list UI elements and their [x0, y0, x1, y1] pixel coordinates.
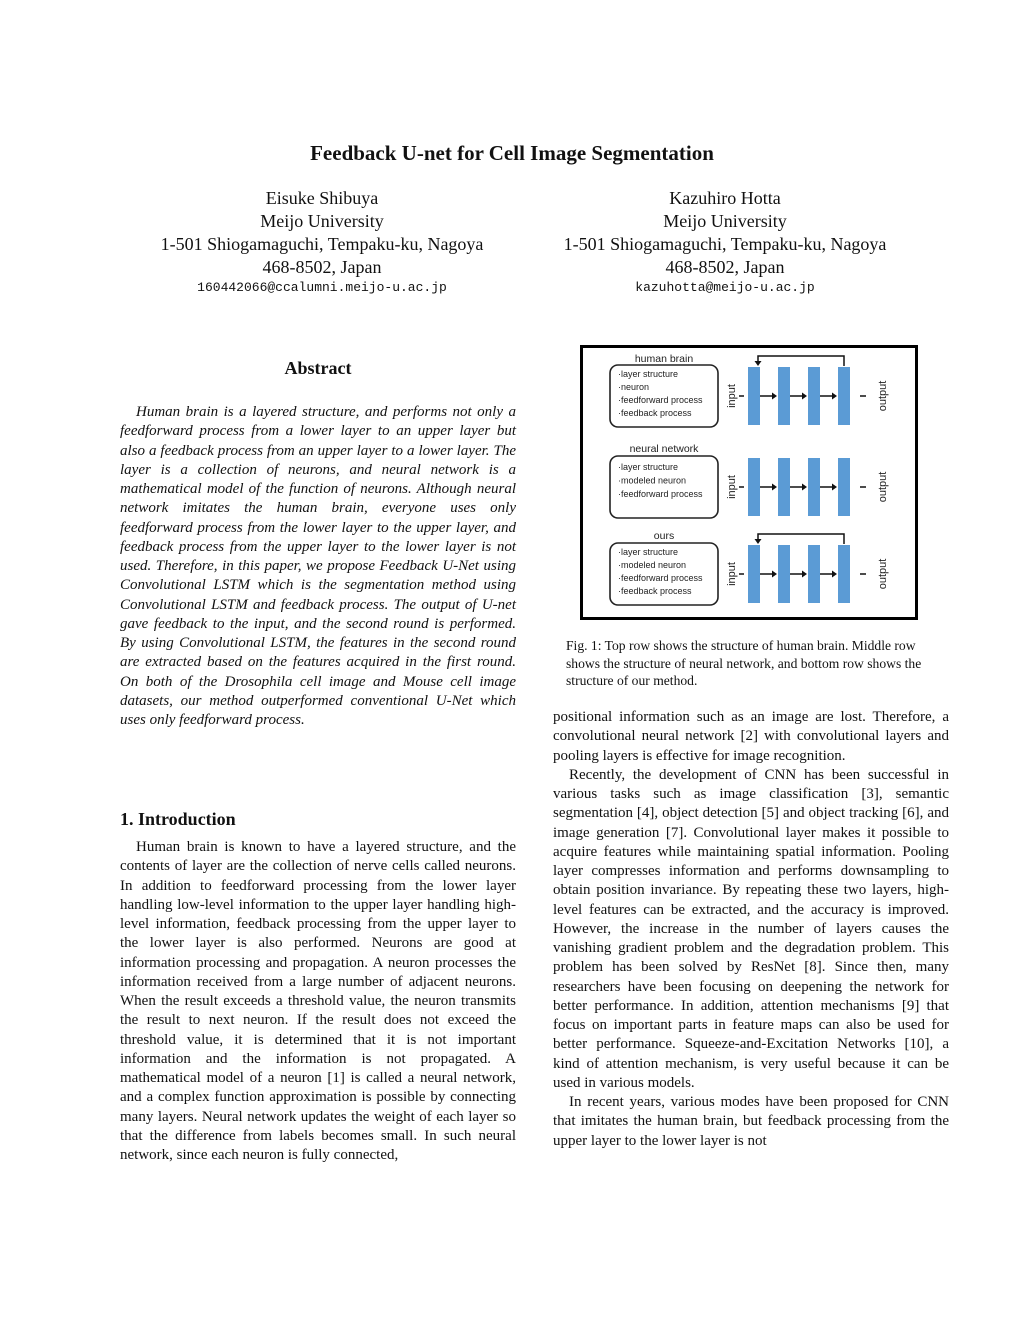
author-email: kazuhotta@meijo-u.ac.jp — [635, 280, 815, 295]
layer-bar — [778, 458, 790, 516]
layer-bar — [838, 545, 850, 603]
row-item: ·neuron — [618, 382, 650, 392]
input-label: input — [726, 475, 738, 499]
row-item: ·feedback process — [618, 586, 692, 596]
row-item: ·feedforward process — [618, 489, 703, 499]
row-item: ·modeled neuron — [618, 560, 687, 570]
abstract-heading: Abstract — [284, 358, 352, 378]
author-affiliation: Meijo University — [260, 211, 384, 231]
layer-bar — [808, 545, 820, 603]
row-item: ·layer structure — [618, 547, 679, 557]
row-item: ·layer structure — [618, 462, 679, 472]
paper-title: Feedback U-net for Cell Image Segmentation — [310, 141, 714, 165]
layer-bar — [808, 458, 820, 516]
author-postal: 468-8502, Japan — [262, 257, 382, 277]
author-block-1 — [122, 187, 522, 296]
layer-bar — [838, 458, 850, 516]
paragraph: Recently, the development of CNN has been successful in various tasks such as image classification [3], semantic segmentation [4], object detection [5] and object tracking [6], and image generation [7]. Convolutional layer makes it possible to acquire features while maintaining spatial information. Pooling layer compresses information and performs downsampling to obtain position invariance. By repeating these two layers, high-level features can be extracted, and the accuracy is improved. However, the increase in the number of layers causes the vanishing gradient problem and the degradation problem. This problem has been solved by ResNet [8]. Since then, many researchers have been focusing on deepening the network for better performance. In addition, attention mechanisms [9] that focus on important parts in feature maps can also be used for better performance. Squeeze-and-Excitation Networks [10], a kind of attention mechanism, is very useful because it can be used in various models. — [553, 766, 949, 1091]
input-label: input — [726, 384, 738, 408]
row-item: ·layer structure — [618, 369, 679, 379]
layer-bar — [778, 367, 790, 425]
row-item: ·modeled neuron — [618, 475, 687, 486]
abstract-text: Human brain is a layered structure, and performs not only a feedforward process from a lower layer to an upper layer but also a feedback process from an upper layer to a lower layer. The layer is a collection of neurons, and neural network is a mathematical model of the function of neurons. Although neural network imitates the human brain, everyone uses only feedforward process from the lower layer to the upper layer, and feedback process from the upper layer to the lower layer is not used. Therefore, in this paper, we propose Feedback U-Net using Convolutional LSTM which is the segmentation method using Convolutional LSTM and feedback process. The output of U-net gave feedback to the input, and the second round is performed. By using Convolutional LSTM, the features in the second round are extracted based on the features acquired in the first round. On both of the Drosophila cell image and Mouse cell image datasets, our method outperformed conventional U-Net which uses only feedforward process. — [120, 404, 516, 728]
layer-bar — [778, 545, 790, 603]
output-label: output — [877, 380, 889, 412]
introduction-heading: 1. Introduction — [120, 809, 236, 829]
layer-bar — [808, 367, 820, 425]
row-item: ·feedforward process — [618, 573, 703, 583]
figure-caption: Fig. 1: Top row shows the structure of human brain. Middle row shows the structure of neural network, and bottom row shows the structure of our method. — [566, 638, 922, 688]
output-label: output — [877, 558, 889, 590]
input-label: input — [726, 562, 738, 586]
row-item: ·feedback process — [618, 408, 692, 418]
layer-bar — [748, 458, 760, 516]
author-address: 1-501 Shiogamaguchi, Tempaku-ku, Nagoya — [160, 234, 484, 254]
output-label: output — [877, 471, 889, 503]
author-block-2 — [525, 187, 925, 296]
introduction-right-column — [553, 708, 949, 1151]
author-email: 160442066@ccalumni.meijo-u.ac.jp — [197, 280, 447, 295]
introduction-left-column — [120, 838, 516, 1165]
author-name: Eisuke Shibuya — [265, 188, 379, 208]
author-name: Kazuhiro Hotta — [669, 188, 781, 208]
author-affiliation: Meijo University — [663, 211, 787, 231]
author-address: 1-501 Shiogamaguchi, Tempaku-ku, Nagoya — [563, 234, 887, 254]
figure-1 — [580, 345, 918, 620]
layer-bar — [748, 545, 760, 603]
paragraph: positional information such as an image are lost. Therefore, a convolutional neural network [2] with convolutional layers and pooling layers is effective for image recognition. — [553, 709, 949, 764]
paragraph: In recent years, various modes have been proposed for CNN that imitates the human brain, but feedback processing from the upper layer to the lower layer is not — [553, 1094, 949, 1149]
row-item: ·feedforward process — [618, 395, 703, 405]
row-label: ours — [653, 530, 675, 542]
paragraph: Human brain is known to have a layered structure, and the contents of layer are the collection of nerve cells called neurons. In addition to feedforward processing from the lower layer handling low-level information to the upper layer handling high-level information, feedback processing from the upper layer to the lower layer is also performed. Neurons are good at information processing and propagation. A neuron processes the information received from a large number of adjacent neurons. When the result exceeds a threshold value, the neuron transmits the result to next neuron. If the result does not exceed the threshold value, it is determined that it is not important information and the information is not propagated. A mathematical model of a neuron [1] is called a neural network, and a complex function approximation is possible by connecting many layers. Neural network updates the weight of each layer so that the difference from labels becomes small. In such neural network, since each neuron is fully connected, — [120, 839, 516, 1163]
layer-bar — [838, 367, 850, 425]
layer-bar — [748, 367, 760, 425]
author-postal: 468-8502, Japan — [665, 257, 785, 277]
row-label: neural network — [629, 443, 699, 455]
row-label: human brain — [634, 353, 694, 365]
